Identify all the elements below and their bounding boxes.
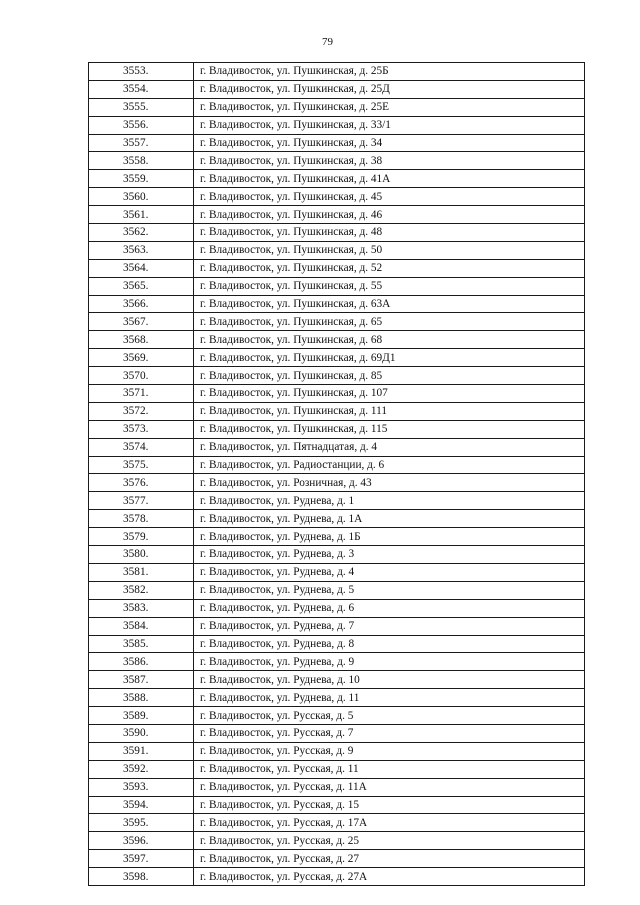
table-row <box>89 98 585 116</box>
address-cell: г. Владивосток, ул. Пушкинская, д. 34 <box>194 134 585 152</box>
row-number-cell: 3555. <box>89 98 194 116</box>
address-cell: г. Владивосток, ул. Руднева, д. 1А <box>194 510 585 528</box>
address-cell: г. Владивосток, ул. Пушкинская, д. 33/1 <box>194 116 585 134</box>
table-row <box>89 653 585 671</box>
address-cell: г. Владивосток, ул. Пушкинская, д. 48 <box>194 224 585 242</box>
address-cell: г. Владивосток, ул. Руднева, д. 11 <box>194 689 585 707</box>
address-cell: г. Владивосток, ул. Руднева, д. 8 <box>194 635 585 653</box>
address-cell: г. Владивосток, ул. Пушкинская, д. 111 <box>194 402 585 420</box>
address-cell: г. Владивосток, ул. Радиостанции, д. 6 <box>194 456 585 474</box>
row-number-cell: 3553. <box>89 63 194 81</box>
table-row <box>89 116 585 134</box>
page-number: 79 <box>322 36 333 48</box>
row-number-cell: 3588. <box>89 689 194 707</box>
table-row <box>89 295 585 313</box>
row-number-cell: 3562. <box>89 224 194 242</box>
address-cell: г. Владивосток, ул. Пушкинская, д. 52 <box>194 259 585 277</box>
table-row <box>89 510 585 528</box>
row-number-cell: 3571. <box>89 385 194 403</box>
address-cell: г. Владивосток, ул. Руднева, д. 5 <box>194 581 585 599</box>
row-number-cell: 3578. <box>89 510 194 528</box>
table-row <box>89 581 585 599</box>
address-cell: г. Владивосток, ул. Руднева, д. 6 <box>194 599 585 617</box>
table-row <box>89 778 585 796</box>
row-number-cell: 3596. <box>89 832 194 850</box>
row-number-cell: 3584. <box>89 617 194 635</box>
address-cell: г. Владивосток, ул. Руднева, д. 3 <box>194 546 585 564</box>
row-number-cell: 3560. <box>89 188 194 206</box>
row-number-cell: 3580. <box>89 546 194 564</box>
row-number-cell: 3561. <box>89 206 194 224</box>
address-cell: г. Владивосток, ул. Розничная, д. 43 <box>194 474 585 492</box>
row-number-cell: 3569. <box>89 349 194 367</box>
row-number-cell: 3570. <box>89 367 194 385</box>
address-table-body <box>89 63 585 886</box>
address-cell: г. Владивосток, ул. Русская, д. 15 <box>194 796 585 814</box>
row-number-cell: 3582. <box>89 581 194 599</box>
table-row <box>89 188 585 206</box>
table-row <box>89 832 585 850</box>
address-table <box>88 62 585 886</box>
row-number-cell: 3589. <box>89 707 194 725</box>
table-row <box>89 707 585 725</box>
table-row <box>89 689 585 707</box>
table-row <box>89 742 585 760</box>
address-cell: г. Владивосток, ул. Пушкинская, д. 65 <box>194 313 585 331</box>
address-cell: г. Владивосток, ул. Пушкинская, д. 25Д <box>194 80 585 98</box>
address-cell: г. Владивосток, ул. Руднева, д. 10 <box>194 671 585 689</box>
table-row <box>89 474 585 492</box>
row-number-cell: 3585. <box>89 635 194 653</box>
table-row <box>89 367 585 385</box>
row-number-cell: 3574. <box>89 438 194 456</box>
row-number-cell: 3576. <box>89 474 194 492</box>
row-number-cell: 3563. <box>89 241 194 259</box>
address-cell: г. Владивосток, ул. Русская, д. 11 <box>194 760 585 778</box>
table-row <box>89 617 585 635</box>
address-cell: г. Владивосток, ул. Русская, д. 11А <box>194 778 585 796</box>
address-cell: г. Владивосток, ул. Пушкинская, д. 45 <box>194 188 585 206</box>
table-row <box>89 152 585 170</box>
address-cell: г. Владивосток, ул. Пушкинская, д. 41А <box>194 170 585 188</box>
address-cell: г. Владивосток, ул. Русская, д. 27А <box>194 868 585 886</box>
table-row <box>89 241 585 259</box>
table-row <box>89 206 585 224</box>
row-number-cell: 3594. <box>89 796 194 814</box>
row-number-cell: 3557. <box>89 134 194 152</box>
address-cell: г. Владивосток, ул. Русская, д. 5 <box>194 707 585 725</box>
row-number-cell: 3587. <box>89 671 194 689</box>
address-cell: г. Владивосток, ул. Пушкинская, д. 55 <box>194 277 585 295</box>
table-row <box>89 224 585 242</box>
row-number-cell: 3598. <box>89 868 194 886</box>
table-row <box>89 796 585 814</box>
table-row <box>89 724 585 742</box>
table-row <box>89 599 585 617</box>
row-number-cell: 3597. <box>89 850 194 868</box>
address-cell: г. Владивосток, ул. Руднева, д. 1Б <box>194 528 585 546</box>
table-row <box>89 313 585 331</box>
table-row <box>89 80 585 98</box>
row-number-cell: 3568. <box>89 331 194 349</box>
table-row <box>89 456 585 474</box>
address-cell: г. Владивосток, ул. Пушкинская, д. 68 <box>194 331 585 349</box>
table-row <box>89 420 585 438</box>
row-number-cell: 3575. <box>89 456 194 474</box>
row-number-cell: 3559. <box>89 170 194 188</box>
row-number-cell: 3564. <box>89 259 194 277</box>
table-row <box>89 402 585 420</box>
row-number-cell: 3567. <box>89 313 194 331</box>
table-row <box>89 277 585 295</box>
row-number-cell: 3558. <box>89 152 194 170</box>
row-number-cell: 3591. <box>89 742 194 760</box>
table-row <box>89 868 585 886</box>
row-number-cell: 3590. <box>89 724 194 742</box>
row-number-cell: 3583. <box>89 599 194 617</box>
table-row <box>89 349 585 367</box>
table-row <box>89 671 585 689</box>
address-cell: г. Владивосток, ул. Пушкинская, д. 46 <box>194 206 585 224</box>
address-cell: г. Владивосток, ул. Руднева, д. 9 <box>194 653 585 671</box>
table-row <box>89 385 585 403</box>
address-cell: г. Владивосток, ул. Пушкинская, д. 38 <box>194 152 585 170</box>
row-number-cell: 3586. <box>89 653 194 671</box>
table-row <box>89 63 585 81</box>
table-row <box>89 438 585 456</box>
row-number-cell: 3572. <box>89 402 194 420</box>
table-row <box>89 134 585 152</box>
address-cell: г. Владивосток, ул. Русская, д. 27 <box>194 850 585 868</box>
row-number-cell: 3565. <box>89 277 194 295</box>
row-number-cell: 3581. <box>89 563 194 581</box>
table-row <box>89 331 585 349</box>
address-cell: г. Владивосток, ул. Пушкинская, д. 25Е <box>194 98 585 116</box>
address-cell: г. Владивосток, ул. Русская, д. 9 <box>194 742 585 760</box>
address-cell: г. Владивосток, ул. Русская, д. 25 <box>194 832 585 850</box>
table-row <box>89 850 585 868</box>
row-number-cell: 3577. <box>89 492 194 510</box>
address-cell: г. Владивосток, ул. Пушкинская, д. 107 <box>194 385 585 403</box>
address-cell: г. Владивосток, ул. Руднева, д. 1 <box>194 492 585 510</box>
table-row <box>89 563 585 581</box>
address-cell: г. Владивосток, ул. Пушкинская, д. 69Д1 <box>194 349 585 367</box>
address-cell: г. Владивосток, ул. Руднева, д. 4 <box>194 563 585 581</box>
row-number-cell: 3579. <box>89 528 194 546</box>
table-row <box>89 259 585 277</box>
row-number-cell: 3554. <box>89 80 194 98</box>
row-number-cell: 3573. <box>89 420 194 438</box>
row-number-cell: 3595. <box>89 814 194 832</box>
address-cell: г. Владивосток, ул. Пушкинская, д. 85 <box>194 367 585 385</box>
row-number-cell: 3556. <box>89 116 194 134</box>
row-number-cell: 3566. <box>89 295 194 313</box>
table-row <box>89 635 585 653</box>
table-row <box>89 546 585 564</box>
address-cell: г. Владивосток, ул. Пушкинская, д. 25Б <box>194 63 585 81</box>
row-number-cell: 3593. <box>89 778 194 796</box>
address-cell: г. Владивосток, ул. Русская, д. 7 <box>194 724 585 742</box>
address-cell: г. Владивосток, ул. Пятнадцатая, д. 4 <box>194 438 585 456</box>
table-row <box>89 170 585 188</box>
row-number-cell: 3592. <box>89 760 194 778</box>
address-cell: г. Владивосток, ул. Русская, д. 17А <box>194 814 585 832</box>
table-row <box>89 760 585 778</box>
address-cell: г. Владивосток, ул. Пушкинская, д. 50 <box>194 241 585 259</box>
table-row <box>89 492 585 510</box>
address-cell: г. Владивосток, ул. Руднева, д. 7 <box>194 617 585 635</box>
address-cell: г. Владивосток, ул. Пушкинская, д. 63А <box>194 295 585 313</box>
address-cell: г. Владивосток, ул. Пушкинская, д. 115 <box>194 420 585 438</box>
table-row <box>89 528 585 546</box>
table-row <box>89 814 585 832</box>
